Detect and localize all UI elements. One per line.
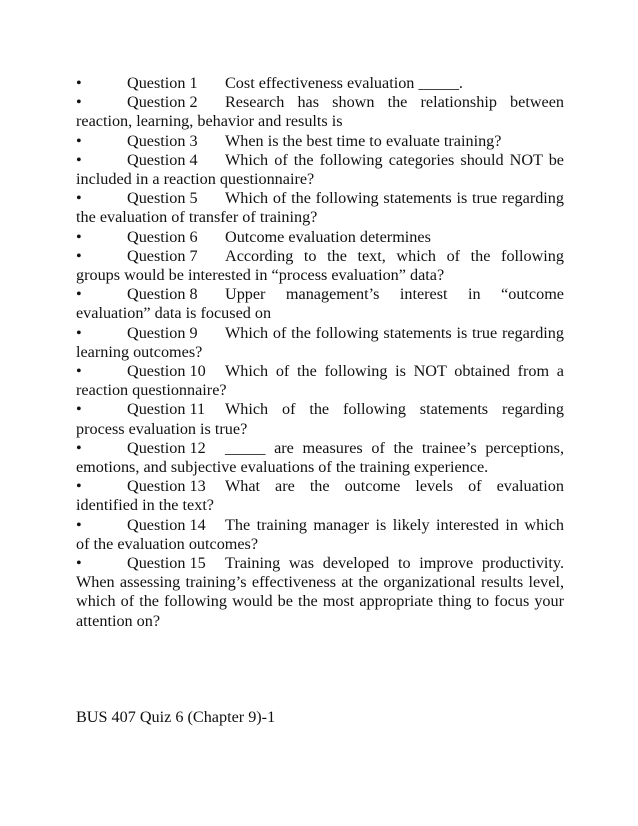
page-footer: BUS 407 Quiz 6 (Chapter 9)-1 [76,708,276,726]
question-label: Question 15 [127,554,206,573]
bullet: • [76,323,82,342]
question-item [76,477,564,515]
question-text: Upper management’s interest in “outcome evaluation” data is focused on [76,285,564,323]
bullet: • [76,246,82,265]
question-text: Which of the following categories should NOT be included in a reaction questionnaire? [76,150,564,189]
question-label: Question 7 [127,246,198,265]
bullet: • [76,227,82,246]
question-item [76,189,564,227]
question-item [76,324,564,362]
question-label: Question 6 [127,227,198,246]
question-text: Which of the following statements is true regarding the evaluation of transfer of training? [76,189,564,227]
question-label: Question 2 [127,93,198,112]
question-label: Question 14 [127,515,206,534]
question-item [76,74,564,93]
question-item [76,228,564,247]
question-item [76,285,564,323]
question-label: Question 3 [127,131,198,150]
bullet: • [76,400,82,419]
question-text: Training was developed to improve productivity. When assessing training’s effectiveness at the organizational results level, which of the following would be the most appropriate thing to focus your attention on? [76,554,564,630]
bullet: • [76,362,82,381]
bullet: • [76,189,82,208]
question-label: Question 4 [127,150,198,169]
bullet: • [76,477,82,496]
question-text: When is the best time to evaluate training? [225,131,502,150]
question-text: What are the outcome levels of evaluation identified in the text? [76,477,564,515]
question-label: Question 13 [127,477,206,496]
question-item [76,132,564,151]
question-label: Question 1 [127,74,198,92]
question-text: Research has shown the relationship between reaction, learning, behavior and results is [76,93,564,131]
question-item [76,151,564,189]
question-item [76,247,564,285]
question-item [76,516,564,554]
question-label: Question 11 [127,400,206,419]
question-text: Which of the following is NOT obtained from a reaction questionnaire? [76,362,564,400]
question-text: The training manager is likely interested in which of the evaluation outcomes? [76,515,564,553]
question-text: Cost effectiveness evaluation _____. [225,74,463,92]
question-label: Question 12 [127,438,206,457]
question-list [76,74,564,631]
bullet: • [76,554,82,573]
question-text: Which of the following statements regarding process evaluation is true? [76,400,564,438]
bullet: • [76,150,82,169]
bullet: • [76,74,82,92]
question-text: Which of the following statements is true regarding learning outcomes? [76,323,564,361]
question-item [76,554,564,631]
question-label: Question 9 [127,323,198,342]
bullet: • [76,285,82,304]
question-label: Question 10 [127,362,206,381]
bullet: • [76,131,82,150]
bullet: • [76,438,82,457]
question-label: Question 8 [127,285,198,304]
question-item [76,439,564,477]
question-item [76,400,564,438]
question-text: _____ are measures of the trainee’s perceptions, emotions, and subjective evaluations of the training experience. [76,438,564,477]
bullet: • [76,93,82,112]
bullet: • [76,515,82,534]
question-item [76,362,564,400]
question-text: Outcome evaluation determines [225,227,431,246]
question-item [76,93,564,131]
question-text: According to the text, which of the following groups would be interested in “process evaluation” data? [76,246,564,285]
question-label: Question 5 [127,189,198,208]
